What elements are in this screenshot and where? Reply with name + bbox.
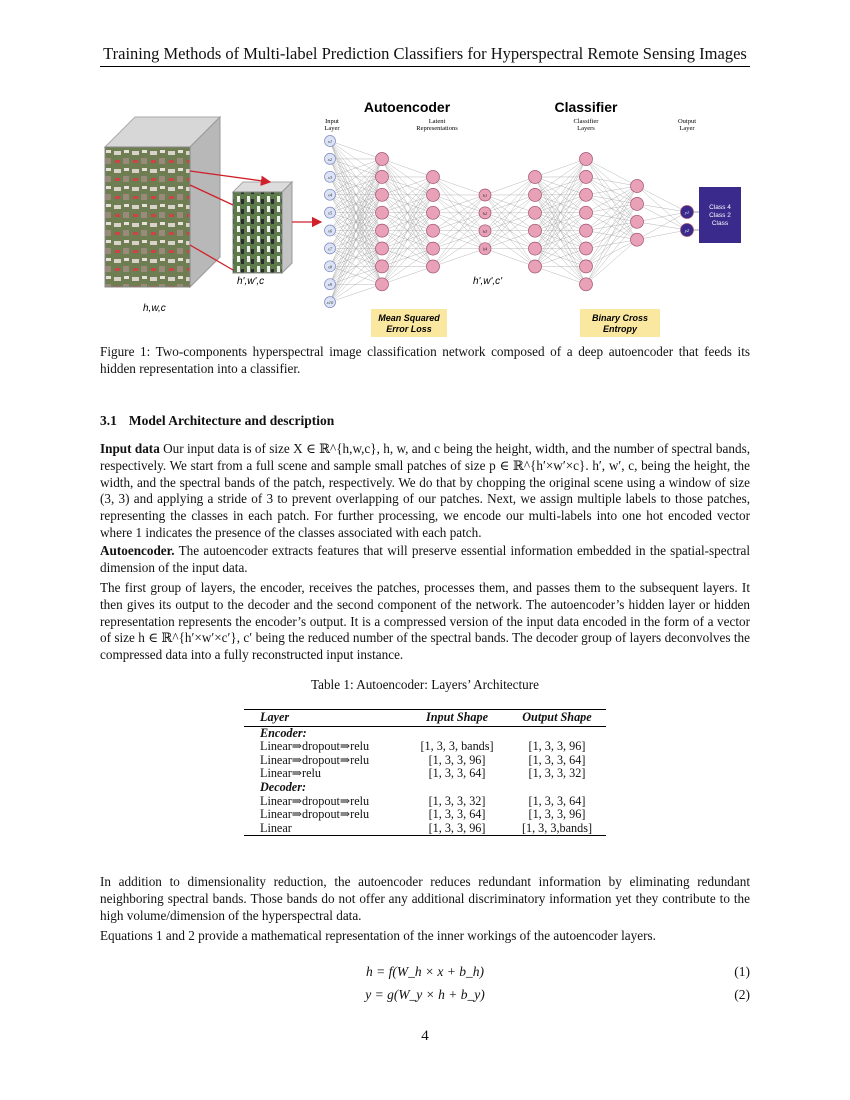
hidden-node [376,260,389,273]
table-row [244,808,606,822]
hidden-node [580,278,593,291]
class-label-2: Class [711,220,729,227]
table-cell: [1, 3, 3, 64] [428,766,486,781]
svg-text:Layer: Layer [679,125,695,132]
latent-node-label: h2 [482,210,488,216]
network-edge [586,186,637,195]
network-edge [330,213,382,302]
equation-1 [100,964,750,982]
equation-1-body: h = f(W_h × x + b_h) [365,964,485,979]
svg-text:Output: Output [677,118,697,125]
cube-label: h,w,c [143,303,166,314]
network-edge [586,186,637,284]
table-cell: Linear [244,822,406,836]
input-data-text: Our input data is of size X ∈ ℝ^{h,w,c}, h, w, and c being the height, width, and the number of spectral bands, respectively. We start from a full scene and sample small patches of size p ∈ ℝ^{h′×w′×c}. h′, w′, c, being the height, the width, and the spectral bands of the patch, respectively. We do that by chopping the original scene using a window of size (3, 3) and applying a stride of 3 to prevent overlapping of our patches. Next, we assign multiple labels to those patches, representing the classes in each patch. For further processing, we encode our multi-labels into one hot encoded vector where 1 indicates the presence of the classes associated with each patch. [100,441,750,540]
hidden-node [376,170,389,183]
table-group-row [244,726,606,740]
network-edge [330,177,382,302]
figure-caption: Figure 1: Two-components hyperspectral image classification network composed of a deep autoencoder that feeds its hidden representation into a classifier. [100,344,750,376]
svg-text:Input: Input [325,118,339,125]
encoder-group-label: Encoder: [260,725,307,740]
hidden-node [427,188,440,201]
network-edge [586,204,637,284]
hidden-node [580,170,593,183]
input-data-runin: Input data [100,441,160,456]
table-cell: [1, 3, 3, 96] [528,807,586,822]
table-row [244,754,606,768]
network-diagram-svg [95,95,755,345]
hidden-node [580,188,593,201]
network-edge [586,159,637,186]
figure-network-diagram [95,95,755,345]
table-cell: [1, 3, 3,bands] [508,822,606,836]
hidden-node [529,188,542,201]
input-node-label: x5 [327,210,333,216]
network-edge [330,141,382,159]
network-edge [330,249,382,303]
network-edge [535,159,586,213]
classifier-title: Classifier [554,99,618,115]
table-cell: Linear⇒dropout⇒relu [260,793,370,808]
network-edge [586,177,637,186]
table-cell: [1, 3, 3, 32] [428,793,486,808]
svg-text:Classifier: Classifier [573,118,599,125]
network-edge [586,240,637,285]
input-node-label: x6 [327,228,333,234]
autoencoder-text: The autoencoder extracts features that will preserve essential information embedded in the spatial-spectral dimension of the input data. [100,543,751,575]
equation-2-number: (2) [734,987,750,1002]
page-number: 4 [421,1028,429,1044]
table-cell: [1, 3, 3, 96] [428,752,486,767]
paragraph-dimensionality: In addition to dimensionality reduction, the autoencoder reduces redundant information by eliminating redundant neighboring spectral bands. Those bands do not offer any additional discriminatory information yet they contribute to the high volume/dimension of the hyperspectral data. [100,874,750,923]
input-node-label: x2 [327,156,333,162]
table-cell: Linear⇒dropout⇒relu [260,739,370,754]
mse-loss-line-2: Error Loss [386,324,432,334]
input-node-label: x3 [327,174,333,180]
network-edge [586,186,637,231]
hidden-node [580,206,593,219]
mse-loss-line-1: Mean Squared [378,313,440,323]
table-row [244,822,606,836]
network-edge [637,230,687,240]
table-cell: [1, 3, 3, 96] [528,739,586,754]
table-cell: [1, 3, 3, 64] [528,793,586,808]
svg-text:Latent: Latent [428,118,446,125]
table-cell: [1, 3, 3, 64] [428,807,486,822]
input-node-label: x1 [327,139,333,144]
patch-label: h',w',c [237,276,265,287]
network-edge [586,186,637,249]
input-node-label: x9 [327,282,333,288]
paragraph-equations-intro: Equations 1 and 2 provide a mathematical representation of the inner workings of the autoencoder layers. [100,928,656,943]
network-edge [330,284,382,302]
input-node-label: x7 [327,246,333,252]
table-row [244,740,606,754]
equation-1-number: (1) [734,964,750,979]
hidden-node [529,260,542,273]
section-heading [100,413,334,429]
network-edge [586,186,637,213]
latent-node-label: h4 [482,246,488,252]
paragraph-input-data [100,441,750,542]
header-rule [100,66,750,67]
hidden-node [529,224,542,237]
running-header: Training Methods of Multi-label Prediction Classifiers for Hyperspectral Remote Sensing Images [103,44,747,63]
hidden-node [631,197,644,210]
output-layer-label [678,118,696,132]
hidden-node [376,206,389,219]
table-header-row [244,710,606,727]
class-output-box [699,187,741,243]
network-edge [433,177,485,195]
network-edge [382,159,433,177]
hidden-node [376,153,389,166]
hidden-node [529,206,542,219]
input-node-label: x8 [327,264,333,270]
equation-2 [100,987,750,1005]
paragraph-autoencoder [100,543,750,577]
latent-label [416,118,458,132]
network-edge [382,267,433,285]
hidden-node [376,224,389,237]
svg-text:Layer: Layer [324,125,340,132]
table-cell: Linear⇒relu [260,766,321,781]
hidden-node [376,242,389,255]
network-edge [382,231,433,285]
input-node-label: x4 [327,192,333,198]
autoencoder-title: Autoencoder [363,99,451,115]
hidden-node [529,171,542,184]
hidden-node [631,180,644,193]
header-input-shape: Input Shape [406,710,508,727]
input-layer-label [324,118,340,132]
input-node-label: x10 [326,300,334,306]
hidden-node [529,242,542,255]
section-number: 3.1 [100,413,117,428]
classifier-layers-label [574,118,600,132]
hidden-node [376,278,389,291]
table-cell: [1, 3, 3, 96] [406,822,508,836]
table-caption: Table 1: Autoencoder: Layers’ Architecture [310,677,540,692]
mse-loss-box [371,309,447,337]
network-edge [433,213,485,267]
network-edge [535,159,586,249]
output-node-label: y2 [684,228,690,233]
autoencoder-runin: Autoencoder. [100,543,175,558]
header-output-shape: Output Shape [508,710,606,727]
table-cell: [1, 3, 3, bands] [420,739,494,754]
bce-loss-line-2: Entropy [602,324,638,334]
hidden-node [580,224,593,237]
decoder-group-label: Decoder: [260,779,307,794]
hidden-node [427,260,440,273]
table-cell: [1, 3, 3, 32] [528,766,586,781]
class-label-0: Class 4 [709,204,731,211]
network-edge [485,177,535,195]
network-edge [433,249,485,267]
network-edge [535,159,586,177]
header-layer: Layer [244,710,406,727]
table-cell: Linear⇒dropout⇒relu [260,807,370,822]
hidden-node [580,153,593,166]
hyperspectral-cube [105,117,220,287]
output-node-label: y1 [684,210,690,215]
latent-node-label: h3 [482,228,488,234]
hidden-node [580,260,593,273]
hidden-node [427,171,440,184]
table-group-row [244,781,606,795]
hidden-node [427,206,440,219]
bce-loss-box [580,309,660,337]
table-row [244,767,606,781]
class-label-1: Class 2 [709,212,731,219]
paragraph-encoder: The first group of layers, the encoder, receives the patches, processes them, and passes them to the subsequent layers. It then gives its output to the decoder and the second component of the network. The autoencoder’s hidden layer or hidden representation represents the encoder’s output. It is a compressed version of the input data encoded in the form of a vector of size h ∈ ℝ^{h′×w′×c′}, c′ being the reduced number of the spectral bands. The decoder group of layers deconvolves the compressed data into a fully reconstructed input instance. [100,580,750,663]
table-cell: [1, 3, 3, 64] [528,752,586,767]
network-edge [586,222,637,284]
table-row [244,795,606,809]
network-edge [586,186,637,266]
hidden-node [376,188,389,201]
hidden-node [427,224,440,237]
latent-node-label: h1 [482,193,488,198]
hidden-node [427,242,440,255]
hidden-node [580,242,593,255]
latent-dim-label: h',w',c' [473,276,503,287]
svg-text:Representations: Representations [416,125,458,132]
table-cell: Linear⇒dropout⇒relu [260,752,370,767]
network-edge [382,195,433,284]
hidden-node [631,233,644,246]
patch-cube [233,182,292,273]
network-edge [535,267,586,285]
bce-loss-line-1: Binary Cross [591,313,649,323]
svg-text:Layers: Layers [577,125,595,132]
architecture-table [244,709,606,836]
hidden-node [631,215,644,228]
equation-2-body: y = g(W_y × h + b_y) [365,987,485,1002]
section-title: Model Architecture and description [128,413,335,428]
